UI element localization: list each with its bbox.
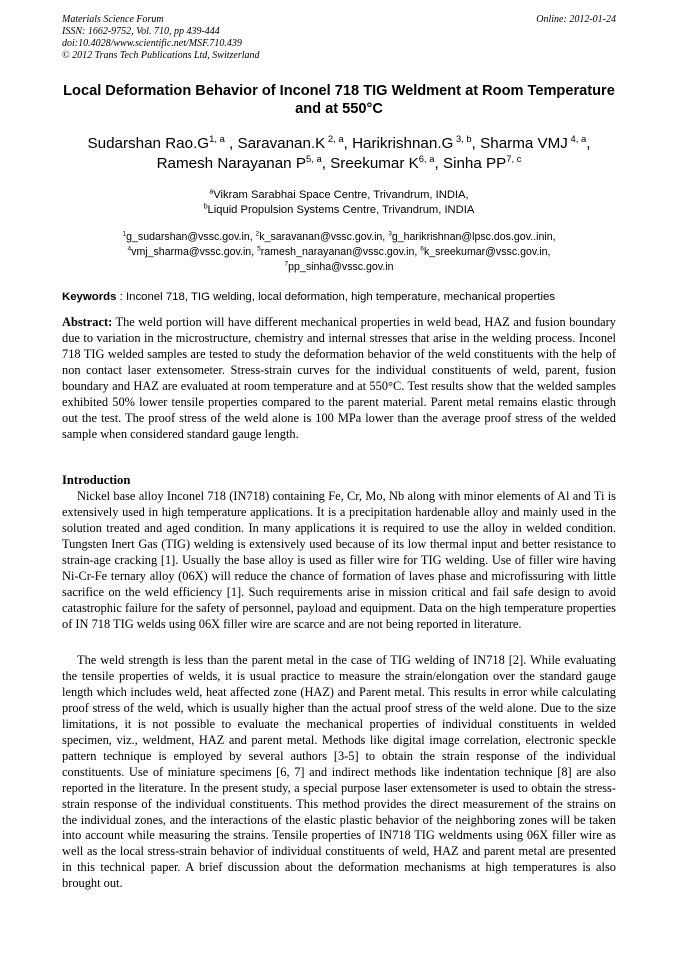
email: $^3$g_harikrishnan@lpsc.dos.gov..inin, (388, 230, 556, 243)
author: Sinha PP$^{7, c}$ (442, 152, 522, 172)
paragraph: The weld strength is less than the parent metal in the case of TIG welding of IN718 [2]. While evaluating the tensile properties of welds, it is usual practice to measure the strain/elongation over the standard gauge length which includes weld, heat affected zone (HAZ) and Parent metal. This results in error while calculating proof stress of the weld, which is usually higher than the actual proof stress of the weld alone. Due to the size limitations, it is not possible to evaluate the mechanical properties of individual constituents in welded specimen, viz., weldment, HAZ and parent metal. Methods like digital image correlation, electronic speckle pattern technique is employed by several authors [3-5] to obtain the strain response of the individual constituents. Use of miniature specimens [6, 7] and indirect methods like indentation technique [8] are also reported in the literature. In the present study, a special purpose laser extensometer is used to obtain the stress-strain response of the individual constituents. This method provides the direct measurement of the strains on the individual zones, and the interactions of the elastic plastic behavior of the neighboring zones will be taken into account while measuring the strains. Tensile properties of IN718 TIG weldments using 06X filler wire as well as the local stress-strain behavior of individual constituents of weld, HAZ and parent metal are presented in this technical paper. A brief discussion about the deformation mechanisms at high temperatures is also brought out. (62, 653, 616, 891)
author: Sharma VMJ $^{4, a}$, (480, 132, 591, 152)
email: $^2$k_saravanan@vssc.gov.in, (255, 230, 389, 243)
paper-title: Local Deformation Behavior of Inconel 718 TIG Weldment at Room Temperature and at 550°C (63, 83, 615, 117)
email: $^6$k_sreekumar@vssc.gov.in, (420, 245, 551, 258)
abstract (62, 315, 616, 443)
doi-line: doi:10.4028/www.scientific.net/MSF.710.439 (62, 38, 242, 49)
keywords (62, 290, 616, 304)
author-list (50, 134, 628, 174)
online-date: Online: 2012-01-24 (536, 14, 616, 25)
email: $^5$ramesh_narayanan@vssc.gov.in, (257, 245, 421, 258)
journal-name: Materials Science Forum (62, 14, 164, 25)
paragraph: Nickel base alloy Inconel 718 (IN718) containing Fe, Cr, Mo, Nb along with minor elements of Al and Ti is extensively used in high temperature applications. It is a precipitation hardenable alloy and mainly used in the solution treated and aged condition. In many applications it is required to use the alloy in welded condition. Tungsten Inert Gas (TIG) welding is extensively used because of its low thermal input and better resistance to strain-age cracking [1]. Usually the base alloy is used as filler wire for TIG welding. Use of filler wire having Ni-Cr-Fe ternary alloy (06X) will reduce the chance of formation of laves phase and microfissuring with little sacrifice on the weld efficiency [1]. Such requirements arise in mission critical and fail safe design to avoid catastrophic failure for the safety of personnel, payload and equipment. Data on the high temperature properties of IN 718 TIG welds using 06X filler wire are scarce and are not being reported in literature. (62, 489, 616, 631)
abstract-label: Abstract: (62, 315, 113, 329)
author: Sudarshan $Rao.G^{1, a}$ , (87, 132, 238, 152)
keywords-label: Keywords (62, 291, 117, 303)
email: $^1$g_sudarshan@vssc.gov.in, (122, 230, 256, 243)
author: Saravanan.K $^{2, a}$, (237, 132, 353, 152)
author: Ramesh Narayanan P$^{5, a}$, (156, 152, 331, 172)
author: Sreekumar K$^{6, a}$, (330, 152, 443, 172)
introduction-heading: Introduction (62, 473, 131, 487)
issn-line: ISSN: 1662-9752, Vol. 710, pp 439-444 (62, 26, 220, 37)
affiliation: $^a$Vikram Sarabhai Space Centre, Trivandrum, INDIA, (209, 188, 469, 201)
keywords-text: : Inconel 718, TIG welding, local deformation, high temperature, mechanical properties (116, 291, 556, 303)
email: $^7$pp_sinha@vssc.gov.in (284, 260, 394, 273)
journal-header (62, 14, 616, 62)
affiliations (62, 188, 616, 217)
email-list (56, 230, 622, 275)
email: $^4$vmj_sharma@vssc.gov.in, (127, 245, 258, 258)
abstract-text: The weld portion will have different mechanical properties in weld bead, HAZ and fusion boundary due to variation in the microstructure, chemistry and internal stresses that arise in the welding process. Inconel 718 TIG welded samples are tested to study the deformation behavior of the weld constituents with the help of non contact laser extensometer. Stress-strain curves for the individual constituents of weld, parent, fusion boundary and HAZ are evaluated at room temperature and at 550°C. Test results show that the welded samples exhibited 50% lower tensile properties compared to the parent material. Parent metal remains elastic through out the test. The proof stress of the weld alone is 100 MPa lower than the average proof stress of the welded sample when considered standard gauge length. (62, 315, 616, 441)
copyright-line: © 2012 Trans Tech Publications Ltd, Switzerland (62, 50, 260, 61)
author: Harikrishnan.G $^{3, b}$, (352, 132, 481, 152)
affiliation: $^b$Liquid Propulsion Systems Centre, Trivandrum, INDIA (203, 202, 475, 216)
